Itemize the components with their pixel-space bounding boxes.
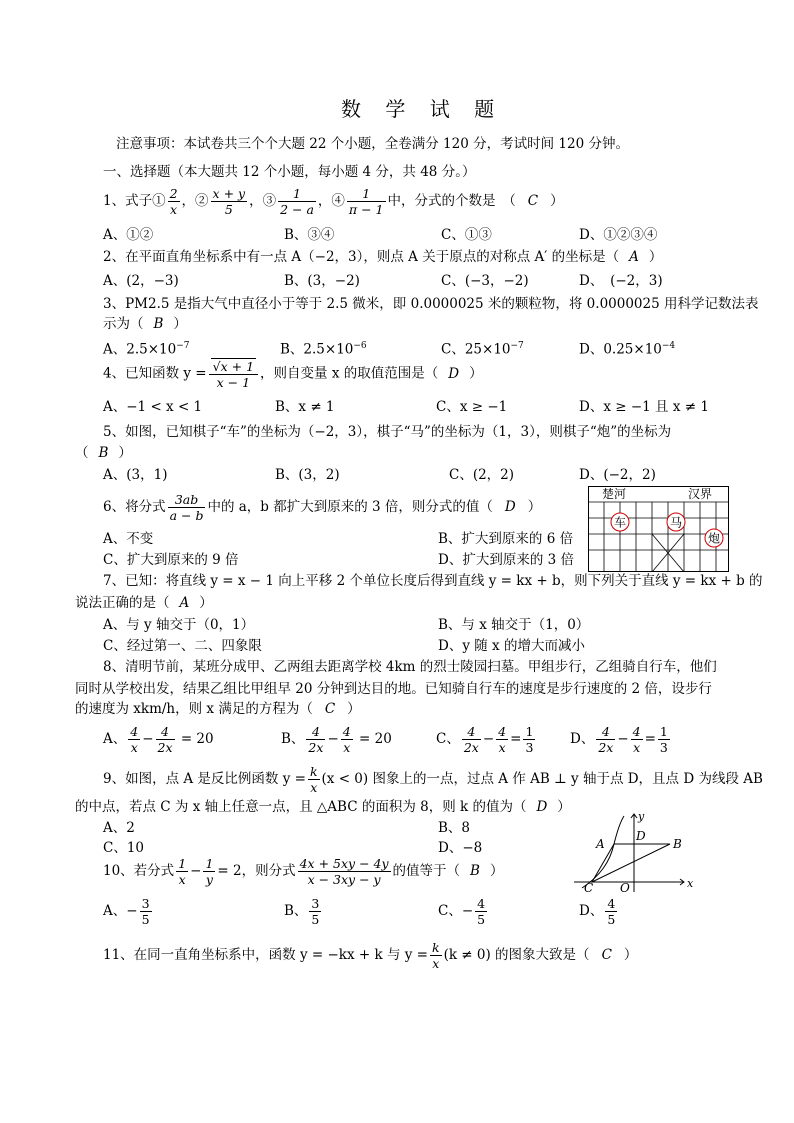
point-b: B (673, 837, 682, 851)
board-label-right: 汉界 (688, 487, 713, 501)
q8-option-c: C、 $\frac{4}{2x}$ − $\frac{4}{x}$ = $\frac{1}{3}$ (436, 724, 534, 755)
fraction: $\frac{√x + 1}{x - 1}$ (209, 358, 258, 390)
q2-option-c: C、(−3，−2) (441, 273, 529, 289)
question-5-line1: 5、如图，已知棋子“车”的坐标为（−2，3），棋子“马”的坐标为（1，3），则棋子“炮”的坐标为 (103, 424, 672, 440)
answer: D (536, 799, 548, 815)
origin-o: O (620, 881, 630, 895)
answer: C (601, 947, 612, 963)
page-title: 数 学 试 题 (341, 97, 504, 121)
fraction: $\frac{3ab}{a - b}$ (169, 492, 204, 523)
question-3-line1: 3、PM2.5 是指大气中直径小于等于 2.5 微米，即 0.0000025 米的颗粒物，将 0.0000025 用科学记数法表 (103, 296, 759, 312)
section-heading: 一、选择题（本大题共 12 个小题，每小题 4 分，共 48 分。） (103, 164, 476, 180)
q10-option-a: A、− $\frac{3}{5}$ (103, 896, 150, 927)
answer: D (504, 499, 516, 515)
hyperbola-curve (582, 816, 624, 888)
fraction: $\frac{2}{x}$ (169, 186, 178, 217)
point-c: C (584, 881, 594, 895)
fraction: $\frac{1}{2 - a}$ (280, 186, 314, 217)
answer: B (470, 863, 480, 879)
q5-option-b: B、(3，2) (275, 467, 340, 483)
q10-option-c: C、− $\frac{4}{5}$ (438, 896, 486, 927)
q8-option-b: B、 $\frac{4}{2x}$ − $\frac{4}{x}$ = 20 (281, 724, 392, 755)
answer: B (153, 316, 164, 332)
chessboard-figure (588, 486, 730, 572)
answer: A (179, 595, 190, 611)
question-6-stem: 6、将分式 $\frac{3ab}{a - b}$ 中的 a，b 都扩大到原来的 3 倍，则分式的值（ D ） (103, 492, 542, 523)
x-axis-label: x (687, 877, 694, 890)
q7-option-d: D、y 随 x 的增大而减小 (438, 638, 585, 654)
q1-option-c: C、①③ (441, 227, 492, 243)
answer: C (324, 701, 336, 717)
answer: A (629, 249, 639, 265)
q5-option-a: A、(3，1) (103, 467, 168, 483)
q3-option-c: C、$25\times 10^{-7}$ (441, 341, 524, 358)
q1-option-b: B、③④ (284, 227, 335, 243)
question-7-line2: 说法正确的是（ A ） (75, 595, 213, 611)
answer: C (527, 193, 539, 209)
q2-option-d: D、 (−2，3) (579, 273, 663, 289)
question-7-line1: 7、已知：将直线 y = x − 1 向上平移 2 个单位长度后得到直线 y = kx + b，则下列关于直线 y = kx + b 的 (103, 573, 763, 589)
q1-option-a: A、①② (103, 227, 154, 243)
q4-option-c: C、x ≥ −1 (436, 399, 508, 415)
point-a: A (596, 837, 605, 851)
question-5-line2: （ B ） (75, 445, 132, 461)
q8-option-d: D、 $\frac{4}{2x}$ − $\frac{4}{x}$ = $\frac{1}{3}$ (570, 724, 668, 755)
q6-option-b: B、扩大到原来的 6 倍 (438, 531, 574, 547)
question-8-line3: 的速度为 xkm/h，则 x 满足的方程为（ C ） (75, 701, 361, 717)
q6-option-d: D、扩大到原来的 3 倍 (438, 552, 574, 568)
q3-option-a: A、$2.5\times 10^{-7}$ (103, 341, 190, 358)
q9-figure (570, 810, 700, 896)
fraction: $\frac{x + y}{5}$ (212, 186, 246, 217)
q8-option-a: A、 $\frac{4}{x}$ − $\frac{4}{2x}$ = 20 (103, 724, 214, 755)
y-axis-label: y (638, 810, 645, 823)
piece-che-label: 车 (614, 515, 627, 530)
q9-option-a: A、2 (103, 820, 135, 836)
question-4-stem: 4、已知函数 y = $\frac{√x + 1}{x - 1}$ ，则自变量 x 的取值范围是（ D ） (103, 359, 483, 390)
question-2-stem: 2、在平面直角坐标系中有一点 A（−2，3），则点 A 关于原点的对称点 A′ 的坐标是（ A ） (103, 249, 663, 265)
q1-option-d: D、①②③④ (579, 227, 658, 243)
q5-option-d: D、(−2，2) (579, 467, 656, 483)
question-8-line1: 8、清明节前，某班分成甲、乙两组去距离学校 4km 的烈士陵园扫墓。甲组步行，乙组骑自行车，他们 (103, 659, 717, 675)
q6-option-c: C、扩大到原来的 9 倍 (103, 552, 239, 568)
point-d: D (636, 829, 646, 843)
q5-option-c: C、(2，2) (449, 467, 515, 483)
q4-option-d: D、x ≥ −1 且 x ≠ 1 (579, 399, 709, 415)
question-9-line2: 的中点，若点 C 为 x 轴上任意一点，且 △ABC 的面积为 8，则 k 的值为（ D ） (75, 799, 571, 815)
piece-pao-label: 炮 (708, 531, 721, 546)
q4-option-a: A、−1 < x < 1 (103, 399, 203, 415)
q7-option-b: B、与 x 轴交于（1，0） (438, 617, 590, 633)
q9-option-d: D、−8 (438, 840, 483, 856)
notice: 注意事项：本试卷共三个个大题 22 个小题，全卷满分 120 分，考试时间 120 分钟。 (116, 136, 629, 152)
fraction: $\frac{1}{\pi - 1}$ (348, 186, 384, 217)
board-label-left: 楚河 (602, 487, 627, 501)
q9-option-b: B、8 (438, 820, 471, 836)
question-1-stem: 1、式子① $\frac{2}{x}$ ，② $\frac{x + y}{5}$ ，③ $\frac{1}{2 - a}$ ，④ $\frac{1}{\pi - 1}$ 中，分式的个数是 （ C ） (103, 186, 564, 217)
q10-option-d: D、 $\frac{4}{5}$ (579, 896, 616, 927)
question-11-stem: 11、在同一直角坐标系中，函数 y = −kx + k 与 y = $\frac{k}{x}$ (k ≠ 0) 的图象大致是（ C ） (103, 940, 638, 971)
q9-option-c: C、10 (103, 840, 145, 856)
question-8-line2: 同时从学校出发，结果乙组比甲组早 20 分钟到达目的地。已知骑自行车的速度是步行速度的 2 倍，设步行 (75, 681, 712, 697)
answer: D (448, 365, 460, 382)
q7-option-a: A、与 y 轴交于（0，1） (103, 617, 255, 633)
question-3-line2: 示为（ B ） (103, 316, 187, 332)
q4-option-b: B、x ≠ 1 (275, 399, 335, 415)
q10-option-b: B、 $\frac{3}{5}$ (284, 896, 320, 927)
q2-option-b: B、(3，−2) (284, 273, 360, 289)
q6-option-a: A、不变 (103, 531, 154, 547)
q7-option-c: C、经过第一、二、四象限 (103, 638, 262, 654)
q3-option-d: D、$0.25\times 10^{-4}$ (579, 341, 676, 358)
answer: B (98, 445, 109, 461)
q2-option-a: A、(2，−3) (103, 273, 179, 289)
piece-ma-label: 马 (670, 515, 683, 530)
q3-option-b: B、$2.5\times 10^{-6}$ (280, 341, 367, 358)
question-10-stem: 10、若分式 $\frac{1}{x}$ − $\frac{1}{y}$ = 2，则分式 $\frac{4x + 5xy - 4y}{x - 3xy - y}$ 的值等于（ B ） (103, 856, 504, 887)
question-9-line1: 9、如图，点 A 是反比例函数 y = $\frac{k}{x}$ (x < 0) 图象上的一点，过点 A 作 AB ⊥ y 轴于点 D，且点 D 为线段 AB (103, 764, 763, 795)
